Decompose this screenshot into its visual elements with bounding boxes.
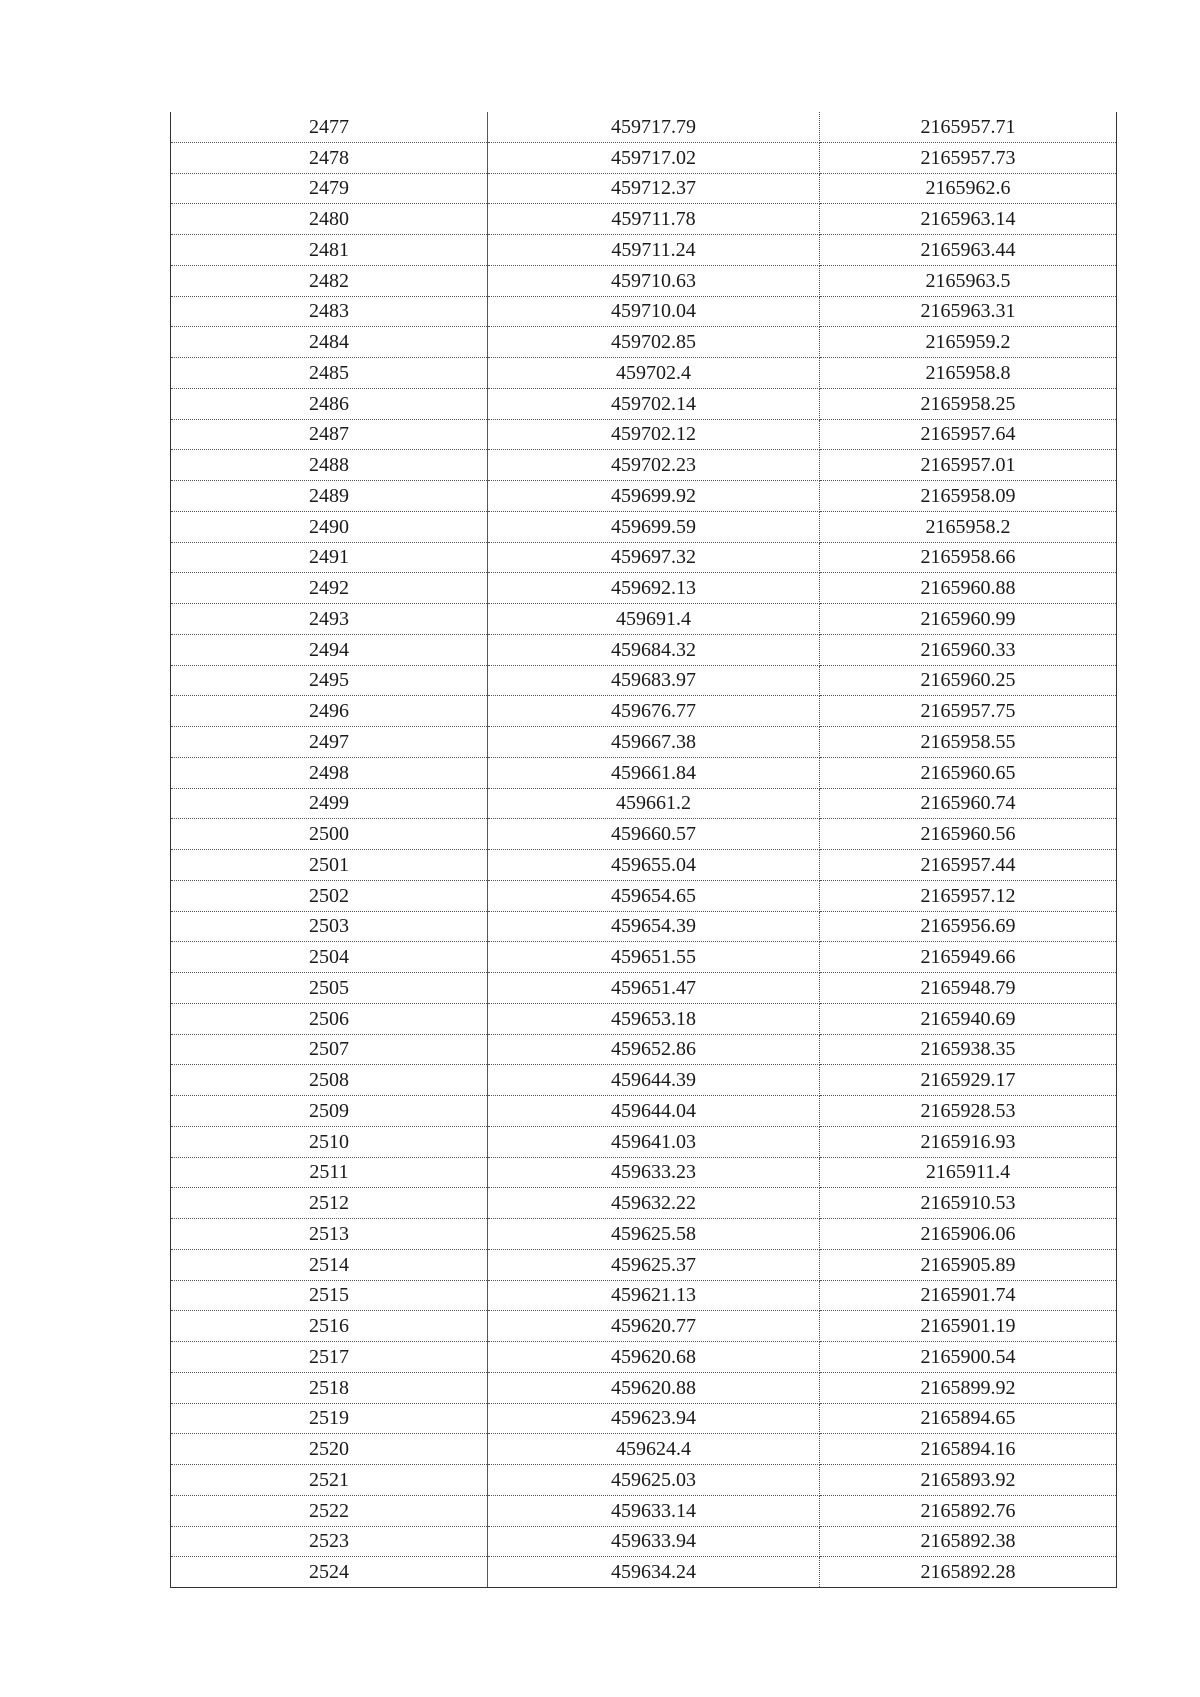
table-row [171, 265, 1117, 296]
y-coordinate-cell: 2165893.92 [820, 1465, 1117, 1496]
table-row [171, 388, 1117, 419]
y-coordinate-cell: 2165960.65 [820, 757, 1117, 788]
table-row [171, 788, 1117, 819]
table-row [171, 296, 1117, 327]
table-row [171, 1342, 1117, 1373]
y-coordinate-cell: 2165901.19 [820, 1311, 1117, 1342]
point-number-cell: 2481 [171, 235, 488, 266]
point-number-cell: 2484 [171, 327, 488, 358]
y-coordinate-cell: 2165963.5 [820, 265, 1117, 296]
point-number-cell: 2485 [171, 358, 488, 389]
x-coordinate-cell: 459654.65 [488, 880, 820, 911]
point-number-cell: 2503 [171, 911, 488, 942]
point-number-cell: 2517 [171, 1342, 488, 1373]
x-coordinate-cell: 459621.13 [488, 1280, 820, 1311]
y-coordinate-cell: 2165958.55 [820, 727, 1117, 758]
point-number-cell: 2489 [171, 481, 488, 512]
table-row [171, 880, 1117, 911]
x-coordinate-cell: 459710.04 [488, 296, 820, 327]
y-coordinate-cell: 2165960.99 [820, 604, 1117, 635]
table-row [171, 1280, 1117, 1311]
y-coordinate-cell: 2165938.35 [820, 1034, 1117, 1065]
point-number-cell: 2496 [171, 696, 488, 727]
table-row [171, 1434, 1117, 1465]
x-coordinate-cell: 459620.88 [488, 1372, 820, 1403]
table-row [171, 1557, 1117, 1588]
x-coordinate-cell: 459641.03 [488, 1126, 820, 1157]
table-row [171, 1126, 1117, 1157]
point-number-cell: 2523 [171, 1526, 488, 1557]
x-coordinate-cell: 459702.23 [488, 450, 820, 481]
y-coordinate-cell: 2165958.2 [820, 511, 1117, 542]
point-number-cell: 2487 [171, 419, 488, 450]
table-row [171, 204, 1117, 235]
coordinate-table [170, 112, 1117, 1588]
y-coordinate-cell: 2165960.88 [820, 573, 1117, 604]
x-coordinate-cell: 459702.14 [488, 388, 820, 419]
x-coordinate-cell: 459710.63 [488, 265, 820, 296]
y-coordinate-cell: 2165892.76 [820, 1495, 1117, 1526]
point-number-cell: 2512 [171, 1188, 488, 1219]
table-row [171, 1311, 1117, 1342]
coordinate-table-body [171, 112, 1117, 1588]
point-number-cell: 2519 [171, 1403, 488, 1434]
y-coordinate-cell: 2165905.89 [820, 1249, 1117, 1280]
table-row [171, 1495, 1117, 1526]
table-row [171, 819, 1117, 850]
y-coordinate-cell: 2165959.2 [820, 327, 1117, 358]
y-coordinate-cell: 2165957.73 [820, 142, 1117, 173]
x-coordinate-cell: 459652.86 [488, 1034, 820, 1065]
point-number-cell: 2497 [171, 727, 488, 758]
table-row [171, 1403, 1117, 1434]
table-row [171, 327, 1117, 358]
point-number-cell: 2522 [171, 1495, 488, 1526]
y-coordinate-cell: 2165962.6 [820, 173, 1117, 204]
table-row [171, 850, 1117, 881]
point-number-cell: 2521 [171, 1465, 488, 1496]
point-number-cell: 2479 [171, 173, 488, 204]
y-coordinate-cell: 2165928.53 [820, 1096, 1117, 1127]
x-coordinate-cell: 459717.02 [488, 142, 820, 173]
point-number-cell: 2515 [171, 1280, 488, 1311]
y-coordinate-cell: 2165892.28 [820, 1557, 1117, 1588]
table-row [171, 450, 1117, 481]
table-row [171, 542, 1117, 573]
y-coordinate-cell: 2165906.06 [820, 1219, 1117, 1250]
y-coordinate-cell: 2165949.66 [820, 942, 1117, 973]
y-coordinate-cell: 2165957.12 [820, 880, 1117, 911]
y-coordinate-cell: 2165957.44 [820, 850, 1117, 881]
point-number-cell: 2518 [171, 1372, 488, 1403]
x-coordinate-cell: 459684.32 [488, 634, 820, 665]
point-number-cell: 2504 [171, 942, 488, 973]
x-coordinate-cell: 459699.92 [488, 481, 820, 512]
point-number-cell: 2501 [171, 850, 488, 881]
y-coordinate-cell: 2165957.75 [820, 696, 1117, 727]
point-number-cell: 2524 [171, 1557, 488, 1588]
x-coordinate-cell: 459702.4 [488, 358, 820, 389]
table-row [171, 1219, 1117, 1250]
y-coordinate-cell: 2165957.64 [820, 419, 1117, 450]
x-coordinate-cell: 459644.39 [488, 1065, 820, 1096]
x-coordinate-cell: 459717.79 [488, 112, 820, 142]
y-coordinate-cell: 2165956.69 [820, 911, 1117, 942]
x-coordinate-cell: 459633.94 [488, 1526, 820, 1557]
y-coordinate-cell: 2165963.44 [820, 235, 1117, 266]
point-number-cell: 2486 [171, 388, 488, 419]
point-number-cell: 2516 [171, 1311, 488, 1342]
x-coordinate-cell: 459692.13 [488, 573, 820, 604]
point-number-cell: 2499 [171, 788, 488, 819]
x-coordinate-cell: 459651.47 [488, 973, 820, 1004]
y-coordinate-cell: 2165929.17 [820, 1065, 1117, 1096]
table-row [171, 1034, 1117, 1065]
y-coordinate-cell: 2165894.16 [820, 1434, 1117, 1465]
x-coordinate-cell: 459711.24 [488, 235, 820, 266]
y-coordinate-cell: 2165960.74 [820, 788, 1117, 819]
table-row [171, 1157, 1117, 1188]
point-number-cell: 2511 [171, 1157, 488, 1188]
point-number-cell: 2488 [171, 450, 488, 481]
x-coordinate-cell: 459625.03 [488, 1465, 820, 1496]
x-coordinate-cell: 459691.4 [488, 604, 820, 635]
point-number-cell: 2482 [171, 265, 488, 296]
x-coordinate-cell: 459624.4 [488, 1434, 820, 1465]
x-coordinate-cell: 459676.77 [488, 696, 820, 727]
x-coordinate-cell: 459683.97 [488, 665, 820, 696]
table-row [171, 573, 1117, 604]
y-coordinate-cell: 2165899.92 [820, 1372, 1117, 1403]
table-row [171, 973, 1117, 1004]
y-coordinate-cell: 2165901.74 [820, 1280, 1117, 1311]
x-coordinate-cell: 459711.78 [488, 204, 820, 235]
x-coordinate-cell: 459702.85 [488, 327, 820, 358]
table-row [171, 511, 1117, 542]
table-row [171, 696, 1117, 727]
x-coordinate-cell: 459699.59 [488, 511, 820, 542]
x-coordinate-cell: 459653.18 [488, 1003, 820, 1034]
point-number-cell: 2509 [171, 1096, 488, 1127]
y-coordinate-cell: 2165960.33 [820, 634, 1117, 665]
table-row [171, 727, 1117, 758]
point-number-cell: 2478 [171, 142, 488, 173]
table-row [171, 142, 1117, 173]
table-row [171, 1465, 1117, 1496]
x-coordinate-cell: 459625.58 [488, 1219, 820, 1250]
y-coordinate-cell: 2165958.66 [820, 542, 1117, 573]
table-row [171, 911, 1117, 942]
table-row [171, 942, 1117, 973]
x-coordinate-cell: 459661.84 [488, 757, 820, 788]
x-coordinate-cell: 459655.04 [488, 850, 820, 881]
y-coordinate-cell: 2165916.93 [820, 1126, 1117, 1157]
point-number-cell: 2492 [171, 573, 488, 604]
y-coordinate-cell: 2165958.09 [820, 481, 1117, 512]
y-coordinate-cell: 2165900.54 [820, 1342, 1117, 1373]
point-number-cell: 2508 [171, 1065, 488, 1096]
y-coordinate-cell: 2165963.14 [820, 204, 1117, 235]
x-coordinate-cell: 459625.37 [488, 1249, 820, 1280]
y-coordinate-cell: 2165958.25 [820, 388, 1117, 419]
x-coordinate-cell: 459644.04 [488, 1096, 820, 1127]
point-number-cell: 2514 [171, 1249, 488, 1280]
point-number-cell: 2495 [171, 665, 488, 696]
point-number-cell: 2480 [171, 204, 488, 235]
y-coordinate-cell: 2165910.53 [820, 1188, 1117, 1219]
table-row [171, 1096, 1117, 1127]
x-coordinate-cell: 459660.57 [488, 819, 820, 850]
table-row [171, 1526, 1117, 1557]
y-coordinate-cell: 2165957.71 [820, 112, 1117, 142]
x-coordinate-cell: 459633.23 [488, 1157, 820, 1188]
table-row [171, 665, 1117, 696]
table-row [171, 481, 1117, 512]
x-coordinate-cell: 459712.37 [488, 173, 820, 204]
x-coordinate-cell: 459654.39 [488, 911, 820, 942]
table-row [171, 757, 1117, 788]
y-coordinate-cell: 2165957.01 [820, 450, 1117, 481]
y-coordinate-cell: 2165892.38 [820, 1526, 1117, 1557]
x-coordinate-cell: 459620.68 [488, 1342, 820, 1373]
y-coordinate-cell: 2165940.69 [820, 1003, 1117, 1034]
point-number-cell: 2493 [171, 604, 488, 635]
x-coordinate-cell: 459632.22 [488, 1188, 820, 1219]
y-coordinate-cell: 2165948.79 [820, 973, 1117, 1004]
point-number-cell: 2483 [171, 296, 488, 327]
table-row [171, 112, 1117, 142]
point-number-cell: 2500 [171, 819, 488, 850]
table-row [171, 419, 1117, 450]
y-coordinate-cell: 2165958.8 [820, 358, 1117, 389]
table-row [171, 235, 1117, 266]
x-coordinate-cell: 459620.77 [488, 1311, 820, 1342]
table-row [171, 358, 1117, 389]
table-row [171, 1372, 1117, 1403]
table-row [171, 173, 1117, 204]
point-number-cell: 2498 [171, 757, 488, 788]
x-coordinate-cell: 459702.12 [488, 419, 820, 450]
x-coordinate-cell: 459651.55 [488, 942, 820, 973]
x-coordinate-cell: 459634.24 [488, 1557, 820, 1588]
point-number-cell: 2520 [171, 1434, 488, 1465]
point-number-cell: 2507 [171, 1034, 488, 1065]
table-row [171, 1003, 1117, 1034]
point-number-cell: 2506 [171, 1003, 488, 1034]
table-row [171, 1188, 1117, 1219]
x-coordinate-cell: 459623.94 [488, 1403, 820, 1434]
y-coordinate-cell: 2165960.25 [820, 665, 1117, 696]
table-row [171, 634, 1117, 665]
point-number-cell: 2490 [171, 511, 488, 542]
y-coordinate-cell: 2165911.4 [820, 1157, 1117, 1188]
x-coordinate-cell: 459633.14 [488, 1495, 820, 1526]
point-number-cell: 2502 [171, 880, 488, 911]
y-coordinate-cell: 2165963.31 [820, 296, 1117, 327]
y-coordinate-cell: 2165894.65 [820, 1403, 1117, 1434]
table-row [171, 1249, 1117, 1280]
point-number-cell: 2513 [171, 1219, 488, 1250]
point-number-cell: 2505 [171, 973, 488, 1004]
y-coordinate-cell: 2165960.56 [820, 819, 1117, 850]
table-row [171, 604, 1117, 635]
point-number-cell: 2491 [171, 542, 488, 573]
point-number-cell: 2477 [171, 112, 488, 142]
table-row [171, 1065, 1117, 1096]
point-number-cell: 2494 [171, 634, 488, 665]
x-coordinate-cell: 459697.32 [488, 542, 820, 573]
x-coordinate-cell: 459667.38 [488, 727, 820, 758]
x-coordinate-cell: 459661.2 [488, 788, 820, 819]
point-number-cell: 2510 [171, 1126, 488, 1157]
